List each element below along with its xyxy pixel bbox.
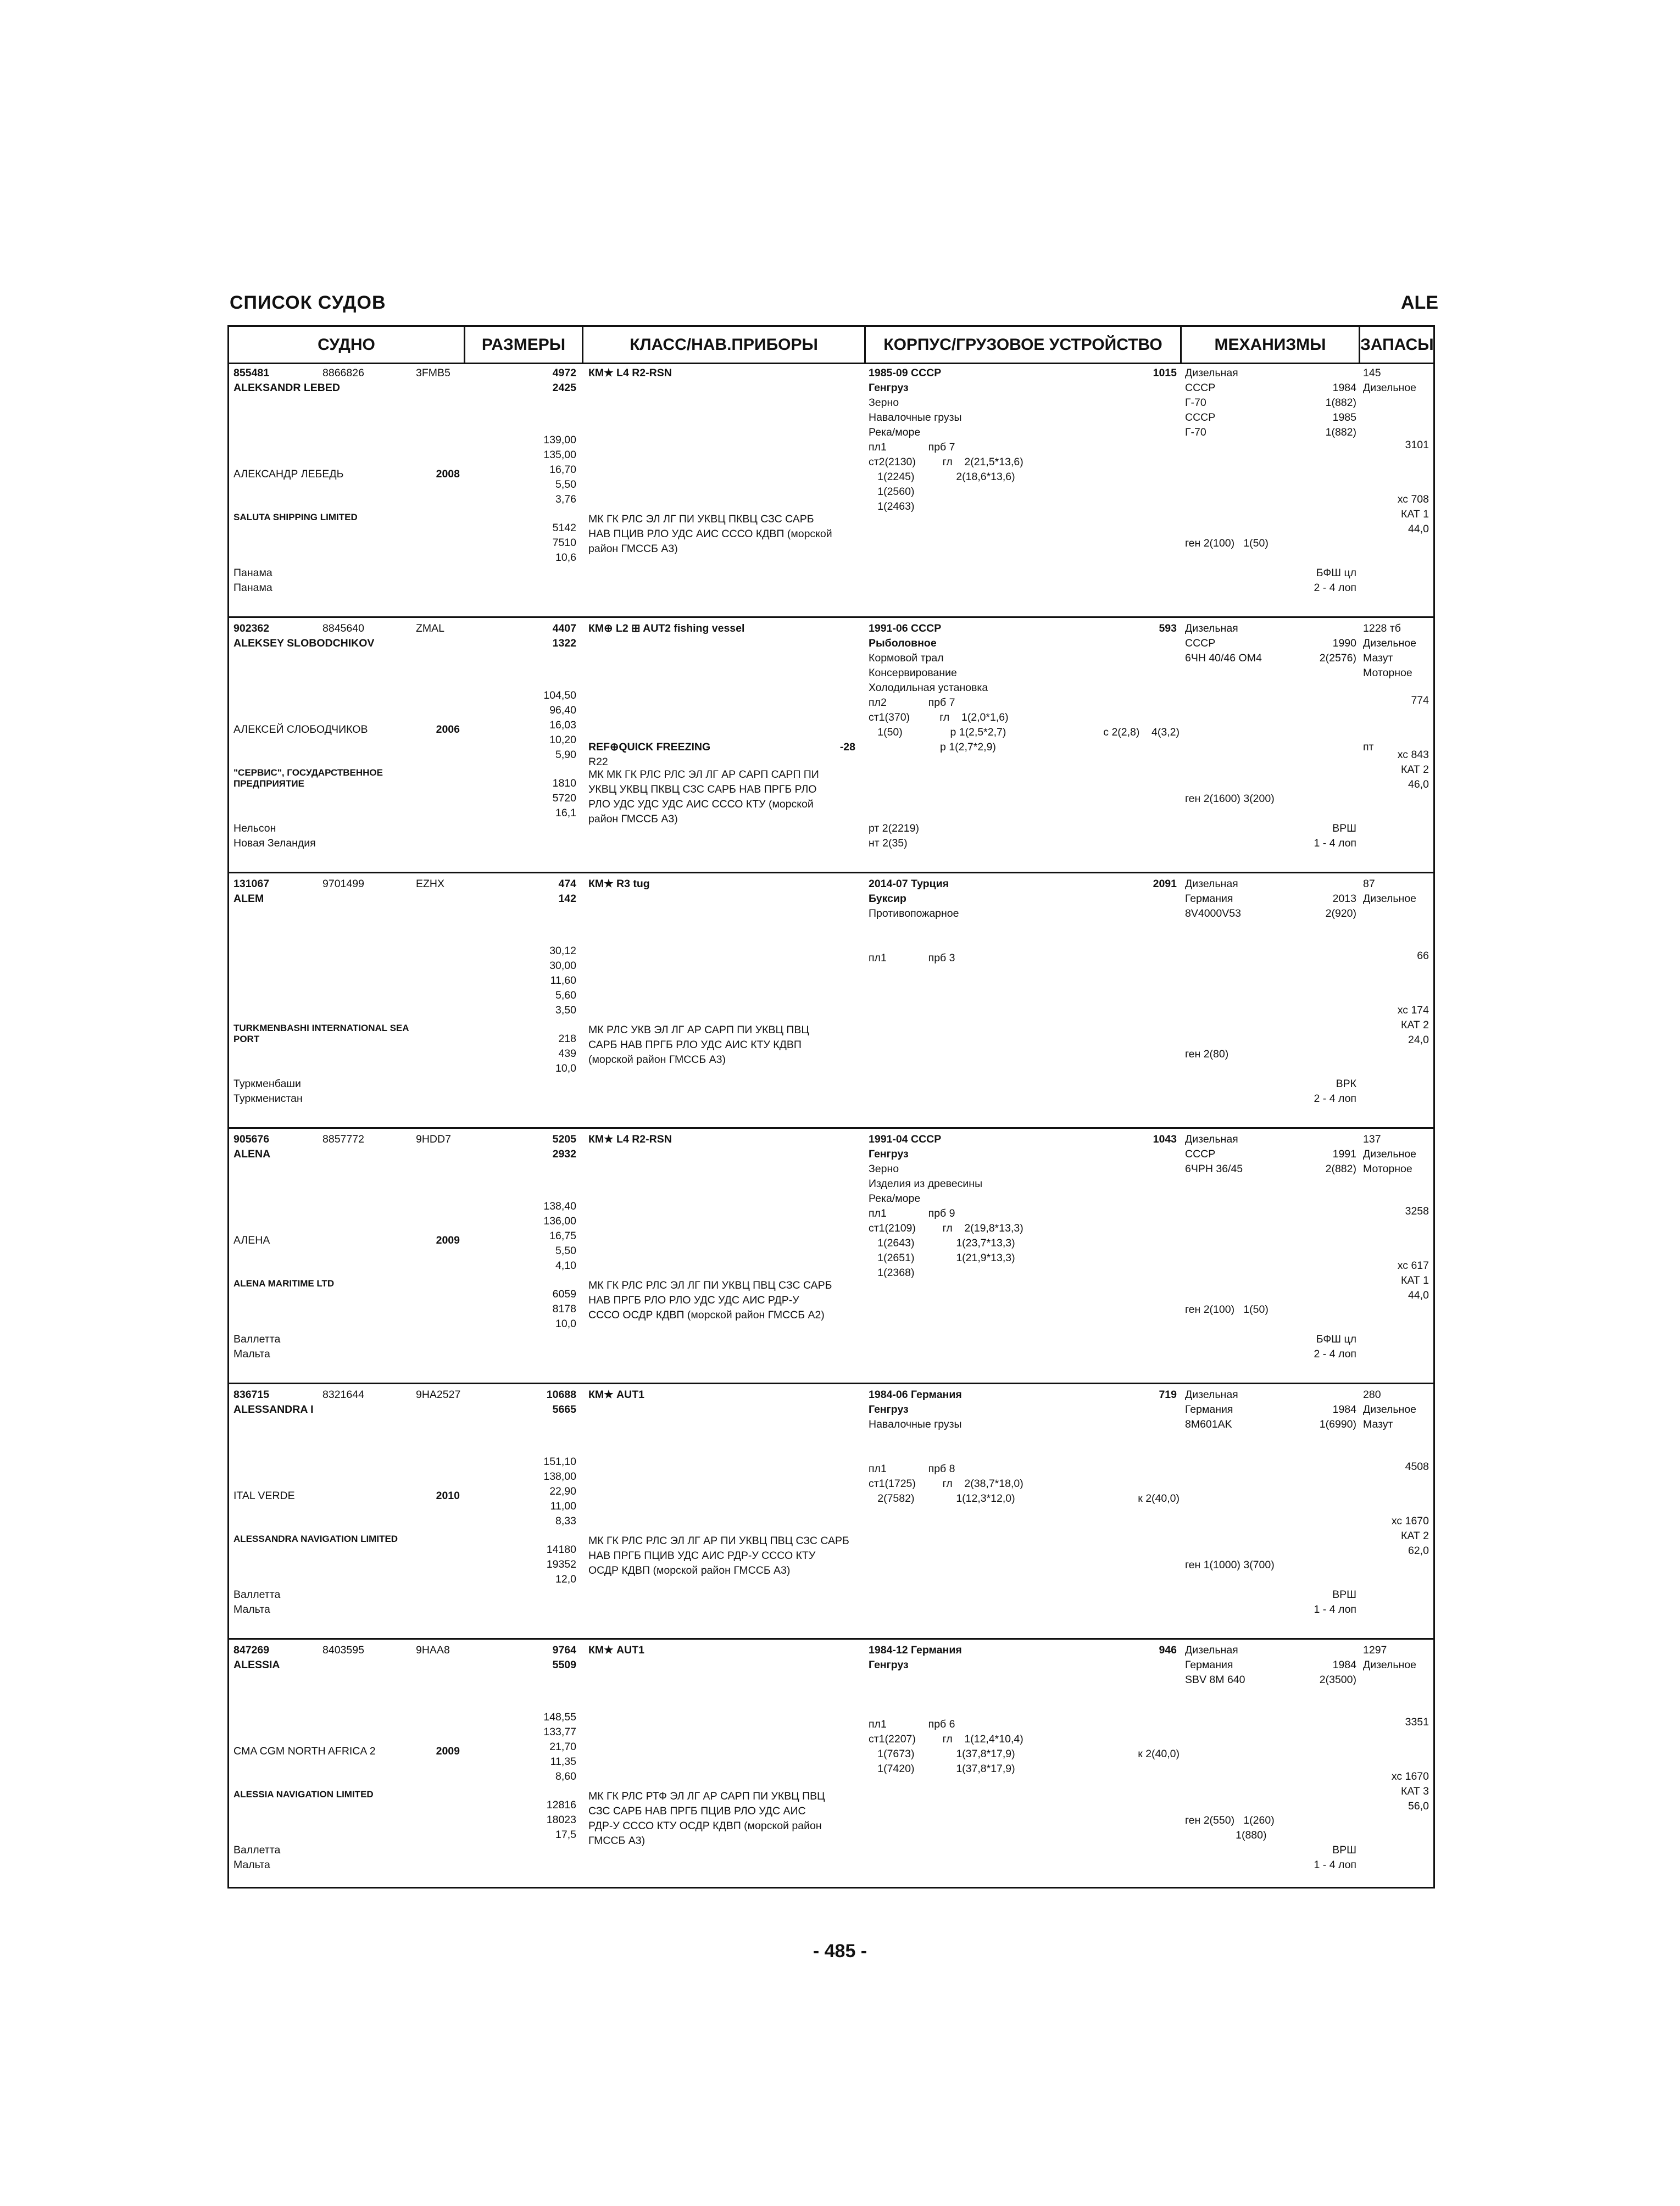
mech-engine-values: 1984 1(6990) xyxy=(1319,1403,1356,1430)
vessel-tonnage: 6059 8178 10,0 xyxy=(552,1288,576,1330)
vessel-call-sign: 9HAA8 xyxy=(416,1644,450,1656)
hull-type: Генгруз xyxy=(869,382,909,394)
mech-engine-values: 2013 2(920) xyxy=(1325,893,1356,920)
stock-capacity: 66 xyxy=(1417,950,1429,962)
vessel-call-sign: EZHX xyxy=(416,878,445,890)
hull-details: Зерно Изделия из древесины Река/море пл1 прб 9 ст1(2109) гл 2(19,8*13,3) 1(2643) 1(23,7*13,3) 1(2651) 1(21,9*13,3) 1(2368) xyxy=(869,1163,1023,1279)
vessel-former-name: ITAL VERDE xyxy=(233,1490,295,1502)
stock-fuel: 87 Дизельное xyxy=(1363,878,1417,905)
hull-cranes: к 2(40,0) xyxy=(1138,1492,1180,1505)
mech-engine: Дизельная Германия SBV 8M 640 xyxy=(1185,1644,1245,1686)
vessel-flag: Мальта xyxy=(233,1603,270,1615)
mech-propeller: ВРШ 1 - 4 лоп xyxy=(1314,822,1356,849)
mech-propeller: ВРК 2 - 4 лоп xyxy=(1314,1078,1356,1105)
vessel-gross-tonnage: 4972 xyxy=(552,367,576,379)
vessel-reg-number: 131067 xyxy=(233,878,270,890)
hull-tanks: рт 2(2219) нт 2(35) xyxy=(869,822,919,849)
vessel-flag: Мальта xyxy=(233,1348,270,1360)
vessel-net-tonnage: 2932 xyxy=(552,1148,576,1160)
vessel-class-sub: R22 xyxy=(588,756,608,768)
vessel-former-year: 2008 xyxy=(436,468,460,480)
mech-engine: Дизельная Германия 8V4000V53 xyxy=(1185,878,1241,920)
vessel-call-sign: 9HA2527 xyxy=(416,1389,461,1401)
vessel-tonnage: 5142 7510 10,6 xyxy=(552,522,576,564)
mech-generators: ген 1(1000) 3(700) xyxy=(1185,1559,1275,1571)
hull-build-info: 1991-04 СССР xyxy=(869,1133,942,1145)
stock-fuel: 280 Дизельное Мазут xyxy=(1363,1389,1417,1430)
vessel-table xyxy=(227,325,1435,1889)
vessel-former-name: АЛЕКСЕЙ СЛОБОДЧИКОВ xyxy=(233,723,368,736)
stock-refrigeration: хс 617 КАТ 1 44,0 xyxy=(1397,1260,1429,1301)
vessel-former-name: CMA CGM NORTH AFRICA 2 xyxy=(233,1745,376,1757)
vessel-flag: Мальта xyxy=(233,1859,270,1871)
vessel-owner: TURKMENBASHI INTERNATIONAL SEA PORT xyxy=(233,1023,409,1044)
mech-generators: ген 2(80) xyxy=(1185,1048,1229,1060)
vessel-port: Панама xyxy=(233,567,272,579)
vessel-nav-equipment: МК РЛС УКВ ЭЛ ЛГ АР САРП ПИ УКВЦ ПВЦ САРБ НАВ ПРГБ РЛО УДС АИС КТУ КДВП (морской район ГМССБ А3) xyxy=(588,1024,809,1066)
mech-engine-values: 1984 2(3500) xyxy=(1319,1659,1356,1686)
vessel-name: ALESSIA xyxy=(233,1659,280,1671)
vessel-imo: 8403595 xyxy=(322,1644,364,1656)
vessel-gross-tonnage: 4407 xyxy=(552,622,576,634)
vessel-class: КМ★ R3 tug xyxy=(588,878,650,890)
hull-details: Кормовой трал Консервирование Холодильная установка пл2 прб 7 ст1(370) гл 1(2,0*1,6) 1(50) р 1(2,5*2,7) р 1(2,7*2,9) xyxy=(869,652,1009,753)
stock-refrigeration: хс 1670 КАТ 2 62,0 xyxy=(1391,1515,1429,1557)
col-class: КЛАСС/НАВ.ПРИБОРЫ xyxy=(583,327,866,363)
vessel-port: Валлетта xyxy=(233,1589,281,1601)
col-vessel: СУДНО xyxy=(229,327,465,363)
stock-extra: пт xyxy=(1363,741,1374,753)
col-dimensions: РАЗМЕРЫ xyxy=(465,327,583,363)
mech-engine: Дизельная СССР 6ЧН 40/46 ОМ4 xyxy=(1185,622,1262,664)
col-hull: КОРПУС/ГРУЗОВОЕ УСТРОЙСТВО xyxy=(866,327,1182,363)
stock-capacity: 3101 xyxy=(1405,439,1429,451)
vessel-imo: 8845640 xyxy=(322,622,364,634)
hull-build-info: 2014-07 Турция xyxy=(869,878,949,890)
stock-refrigeration: хс 1670 КАТ 3 56,0 xyxy=(1391,1770,1429,1812)
stock-refrigeration: хс 708 КАТ 1 44,0 xyxy=(1397,493,1429,535)
vessel-class: КМ★ AUT1 xyxy=(588,1644,644,1656)
vessel-former-year: 2010 xyxy=(436,1490,460,1502)
table-row xyxy=(229,873,1433,1129)
vessel-tonnage: 1810 5720 16,1 xyxy=(552,777,576,819)
table-header xyxy=(229,327,1433,364)
page-code: ALE xyxy=(1401,292,1438,313)
vessel-owner: ALESSANDRA NAVIGATION LIMITED xyxy=(233,1534,398,1544)
hull-cranes: с 2(2,8) 4(3,2) xyxy=(1103,726,1180,738)
hull-build-info: 1984-06 Германия xyxy=(869,1389,962,1401)
vessel-dimensions: 151,10 138,00 22,90 11,00 8,33 xyxy=(543,1456,576,1527)
vessel-gross-tonnage: 474 xyxy=(558,878,576,890)
vessel-name: ALESSANDRA I xyxy=(233,1403,314,1416)
vessel-net-tonnage: 142 xyxy=(558,893,576,905)
vessel-flag: Новая Зеландия xyxy=(233,837,316,849)
mech-engine: Дизельная СССР Г-70 СССР Г-70 xyxy=(1185,367,1238,438)
vessel-class-extra: REF⊕QUICK FREEZING xyxy=(588,741,711,753)
table-row xyxy=(229,618,1433,873)
vessel-name: ALEKSEY SLOBODCHIKOV xyxy=(233,637,375,649)
vessel-gross-tonnage: 5205 xyxy=(552,1133,576,1145)
vessel-dimensions: 104,50 96,40 16,03 10,20 5,90 xyxy=(543,689,576,761)
vessel-call-sign: 9HDD7 xyxy=(416,1133,451,1145)
stock-fuel: 137 Дизельное Моторное xyxy=(1363,1133,1417,1175)
mech-engine-values: 1991 2(882) xyxy=(1325,1148,1356,1175)
vessel-imo: 9701499 xyxy=(322,878,364,890)
vessel-name: ALEKSANDR LEBED xyxy=(233,382,340,394)
mech-propeller: ВРШ 1 - 4 лоп xyxy=(1314,1589,1356,1615)
vessel-class-extra-value: -28 xyxy=(839,741,855,753)
vessel-flag: Туркменистан xyxy=(233,1093,303,1105)
vessel-port: Валлетта xyxy=(233,1333,281,1345)
hull-number: 593 xyxy=(1159,622,1177,634)
vessel-port: Нельсон xyxy=(233,822,276,834)
vessel-imo: 8321644 xyxy=(322,1389,364,1401)
vessel-tonnage: 218 439 10,0 xyxy=(555,1033,576,1074)
mech-generators: ген 2(550) 1(260) 1(880) xyxy=(1185,1814,1275,1841)
vessel-imo: 8866826 xyxy=(322,367,364,379)
hull-number: 1015 xyxy=(1153,367,1177,379)
hull-number: 1043 xyxy=(1153,1133,1177,1145)
vessel-former-name: АЛЕНА xyxy=(233,1234,270,1246)
stock-capacity: 774 xyxy=(1411,694,1429,706)
vessel-net-tonnage: 2425 xyxy=(552,382,576,394)
mech-engine: Дизельная Германия 8M601AK xyxy=(1185,1389,1238,1430)
hull-details: пл1 прб 6 ст1(2207) гл 1(12,4*10,4) 1(7673) 1(37,8*17,9) 1(7420) 1(37,8*17,9) xyxy=(869,1718,1023,1775)
stock-capacity: 3351 xyxy=(1405,1716,1429,1728)
vessel-class: КМ★ L4 R2-RSN xyxy=(588,367,672,379)
vessel-call-sign: 3FMB5 xyxy=(416,367,450,379)
vessel-owner: SALUTA SHIPPING LIMITED xyxy=(233,512,358,522)
vessel-tonnage: 14180 19352 12,0 xyxy=(546,1544,576,1585)
col-stocks: ЗАПАСЫ xyxy=(1360,336,1434,354)
stock-fuel: 1228 тб Дизельное Мазут Моторное xyxy=(1363,622,1417,679)
vessel-nav-equipment: МК МК ГК РЛС РЛС ЭЛ ЛГ АР САРП САРП ПИ УКВЦ УКВЦ ПКВЦ СЗС САРБ НАВ ПРГБ РЛО РЛО УДС УДС УДС АИС СССО КТУ (морской район ГМССБ А3) xyxy=(588,768,819,825)
vessel-dimensions: 30,12 30,00 11,60 5,60 3,50 xyxy=(549,945,576,1016)
mech-generators: ген 2(100) 1(50) xyxy=(1185,537,1269,549)
vessel-class: КМ⊕ L2 ⊞ AUT2 fishing vessel xyxy=(588,622,745,634)
vessel-former-year: 2009 xyxy=(436,1234,460,1246)
hull-build-info: 1991-06 СССР xyxy=(869,622,942,634)
vessel-name: ALENA xyxy=(233,1148,271,1160)
mech-engine-values: 1990 2(2576) xyxy=(1319,637,1356,664)
vessel-net-tonnage: 5509 xyxy=(552,1659,576,1671)
hull-type: Генгруз xyxy=(869,1659,909,1671)
mech-engine: Дизельная СССР 6ЧРН 36/45 xyxy=(1185,1133,1243,1175)
vessel-dimensions: 148,55 133,77 21,70 11,35 8,60 xyxy=(543,1711,576,1782)
hull-type: Буксир xyxy=(869,893,906,905)
vessel-former-year: 2009 xyxy=(436,1745,460,1757)
vessel-port: Валлетта xyxy=(233,1844,281,1856)
mech-engine-values: 1984 1(882) 1985 1(882) xyxy=(1325,382,1356,438)
table-row xyxy=(229,1129,1433,1384)
vessel-class: КМ★ L4 R2-RSN xyxy=(588,1133,672,1145)
hull-build-info: 1984-12 Германия xyxy=(869,1644,962,1656)
vessel-former-name: АЛЕКСАНДР ЛЕБЕДЬ xyxy=(233,468,344,480)
vessel-former-year: 2006 xyxy=(436,723,460,736)
stock-refrigeration: хс 174 КАТ 2 24,0 xyxy=(1397,1004,1429,1046)
hull-details: Навалочные грузы пл1 прб 8 ст1(1725) гл 2(38,7*18,0) 2(7582) 1(12,3*12,0) xyxy=(869,1418,1023,1505)
vessel-gross-tonnage: 9764 xyxy=(552,1644,576,1656)
hull-type: Генгруз xyxy=(869,1403,909,1416)
hull-number: 2091 xyxy=(1153,878,1177,890)
vessel-imo: 8857772 xyxy=(322,1133,364,1145)
stock-refrigeration: хс 843 КАТ 2 46,0 xyxy=(1397,749,1429,790)
vessel-tonnage: 12816 18023 17,5 xyxy=(546,1799,576,1841)
vessel-call-sign: ZMAL xyxy=(416,622,445,634)
vessel-owner: ALENA MARITIME LTD xyxy=(233,1278,335,1289)
table-row xyxy=(229,1640,1433,1895)
hull-number: 946 xyxy=(1159,1644,1177,1656)
vessel-gross-tonnage: 10688 xyxy=(546,1389,576,1401)
mech-propeller: БФШ цл 2 - 4 лоп xyxy=(1314,567,1356,594)
vessel-reg-number: 902362 xyxy=(233,622,270,634)
vessel-class: КМ★ AUT1 xyxy=(588,1389,644,1401)
hull-build-info: 1985-09 СССР xyxy=(869,367,942,379)
vessel-reg-number: 847269 xyxy=(233,1644,270,1656)
vessel-name: ALEM xyxy=(233,893,264,905)
vessel-flag: Панама xyxy=(233,582,272,594)
hull-type: Рыболовное xyxy=(869,637,937,649)
stock-fuel: 145 Дизельное xyxy=(1363,367,1417,394)
table-row xyxy=(229,363,1433,618)
page-title: СПИСОК СУДОВ xyxy=(230,292,386,313)
mech-generators: ген 2(1600) 3(200) xyxy=(1185,793,1275,805)
vessel-reg-number: 905676 xyxy=(233,1133,270,1145)
vessel-reg-number: 836715 xyxy=(233,1389,270,1401)
vessel-port: Туркменбаши xyxy=(233,1078,301,1090)
mech-generators: ген 2(100) 1(50) xyxy=(1185,1303,1269,1316)
table-row xyxy=(229,1384,1433,1640)
hull-details: Зерно Навалочные грузы Река/море пл1 прб 7 ст2(2130) гл 2(21,5*13,6) 1(2245) 2(18,6*13,6) 1(2560) 1(2463) xyxy=(869,397,1023,512)
stock-fuel: 1297 Дизельное xyxy=(1363,1644,1417,1671)
vessel-nav-equipment: МК ГК РЛС ЭЛ ЛГ ПИ УКВЦ ПКВЦ СЗС САРБ НАВ ПЦИВ РЛО УДС АИС СССО КДВП (морской район ГМССБ А3) xyxy=(588,513,832,555)
stock-capacity: 3258 xyxy=(1405,1205,1429,1217)
hull-cranes: к 2(40,0) xyxy=(1138,1748,1180,1760)
vessel-nav-equipment: МК ГК РЛС РЛС ЭЛ ЛГ ПИ УКВЦ ПВЦ СЗС САРБ НАВ ПРГБ РЛО РЛО УДС УДС АИС РДР-У СССО ОСДР КДВП (морской район ГМССБ А2) xyxy=(588,1279,832,1321)
stock-capacity: 4508 xyxy=(1405,1461,1429,1473)
vessel-nav-equipment: МК ГК РЛС РТФ ЭЛ ЛГ АР САРП ПИ УКВЦ ПВЦ СЗС САРБ НАВ ПРГБ ПЦИВ РЛО УДС АИС РДР-У СССО КТУ ОСДР КДВП (морской район ГМССБ А3) xyxy=(588,1790,825,1847)
col-machinery: МЕХАНИЗМЫ xyxy=(1182,327,1360,363)
vessel-dimensions: 138,40 136,00 16,75 5,50 4,10 xyxy=(543,1200,576,1272)
hull-details: Противопожарное пл1 прб 3 xyxy=(869,907,959,964)
vessel-owner: "СЕРВИС", ГОСУДАРСТВЕННОЕ ПРЕДПРИЯТИЕ xyxy=(233,767,383,789)
vessel-nav-equipment: МК ГК РЛС РЛС ЭЛ ЛГ АР ПИ УКВЦ ПВЦ СЗС САРБ НАВ ПРГБ ПЦИВ УДС АИС РДР-У СССО КТУ ОСДР КДВП (морской район ГМССБ А3) xyxy=(588,1535,849,1576)
vessel-net-tonnage: 5665 xyxy=(552,1403,576,1416)
vessel-dimensions: 139,00 135,00 16,70 5,50 3,76 xyxy=(543,434,576,505)
vessel-reg-number: 855481 xyxy=(233,367,270,379)
mech-propeller: ВРШ 1 - 4 лоп xyxy=(1314,1844,1356,1871)
vessel-owner: ALESSIA NAVIGATION LIMITED xyxy=(233,1789,374,1800)
page-number: - 485 - xyxy=(813,1941,867,1962)
mech-propeller: БФШ цл 2 - 4 лоп xyxy=(1314,1333,1356,1360)
hull-number: 719 xyxy=(1159,1389,1177,1401)
hull-type: Генгруз xyxy=(869,1148,909,1160)
vessel-net-tonnage: 1322 xyxy=(552,637,576,649)
